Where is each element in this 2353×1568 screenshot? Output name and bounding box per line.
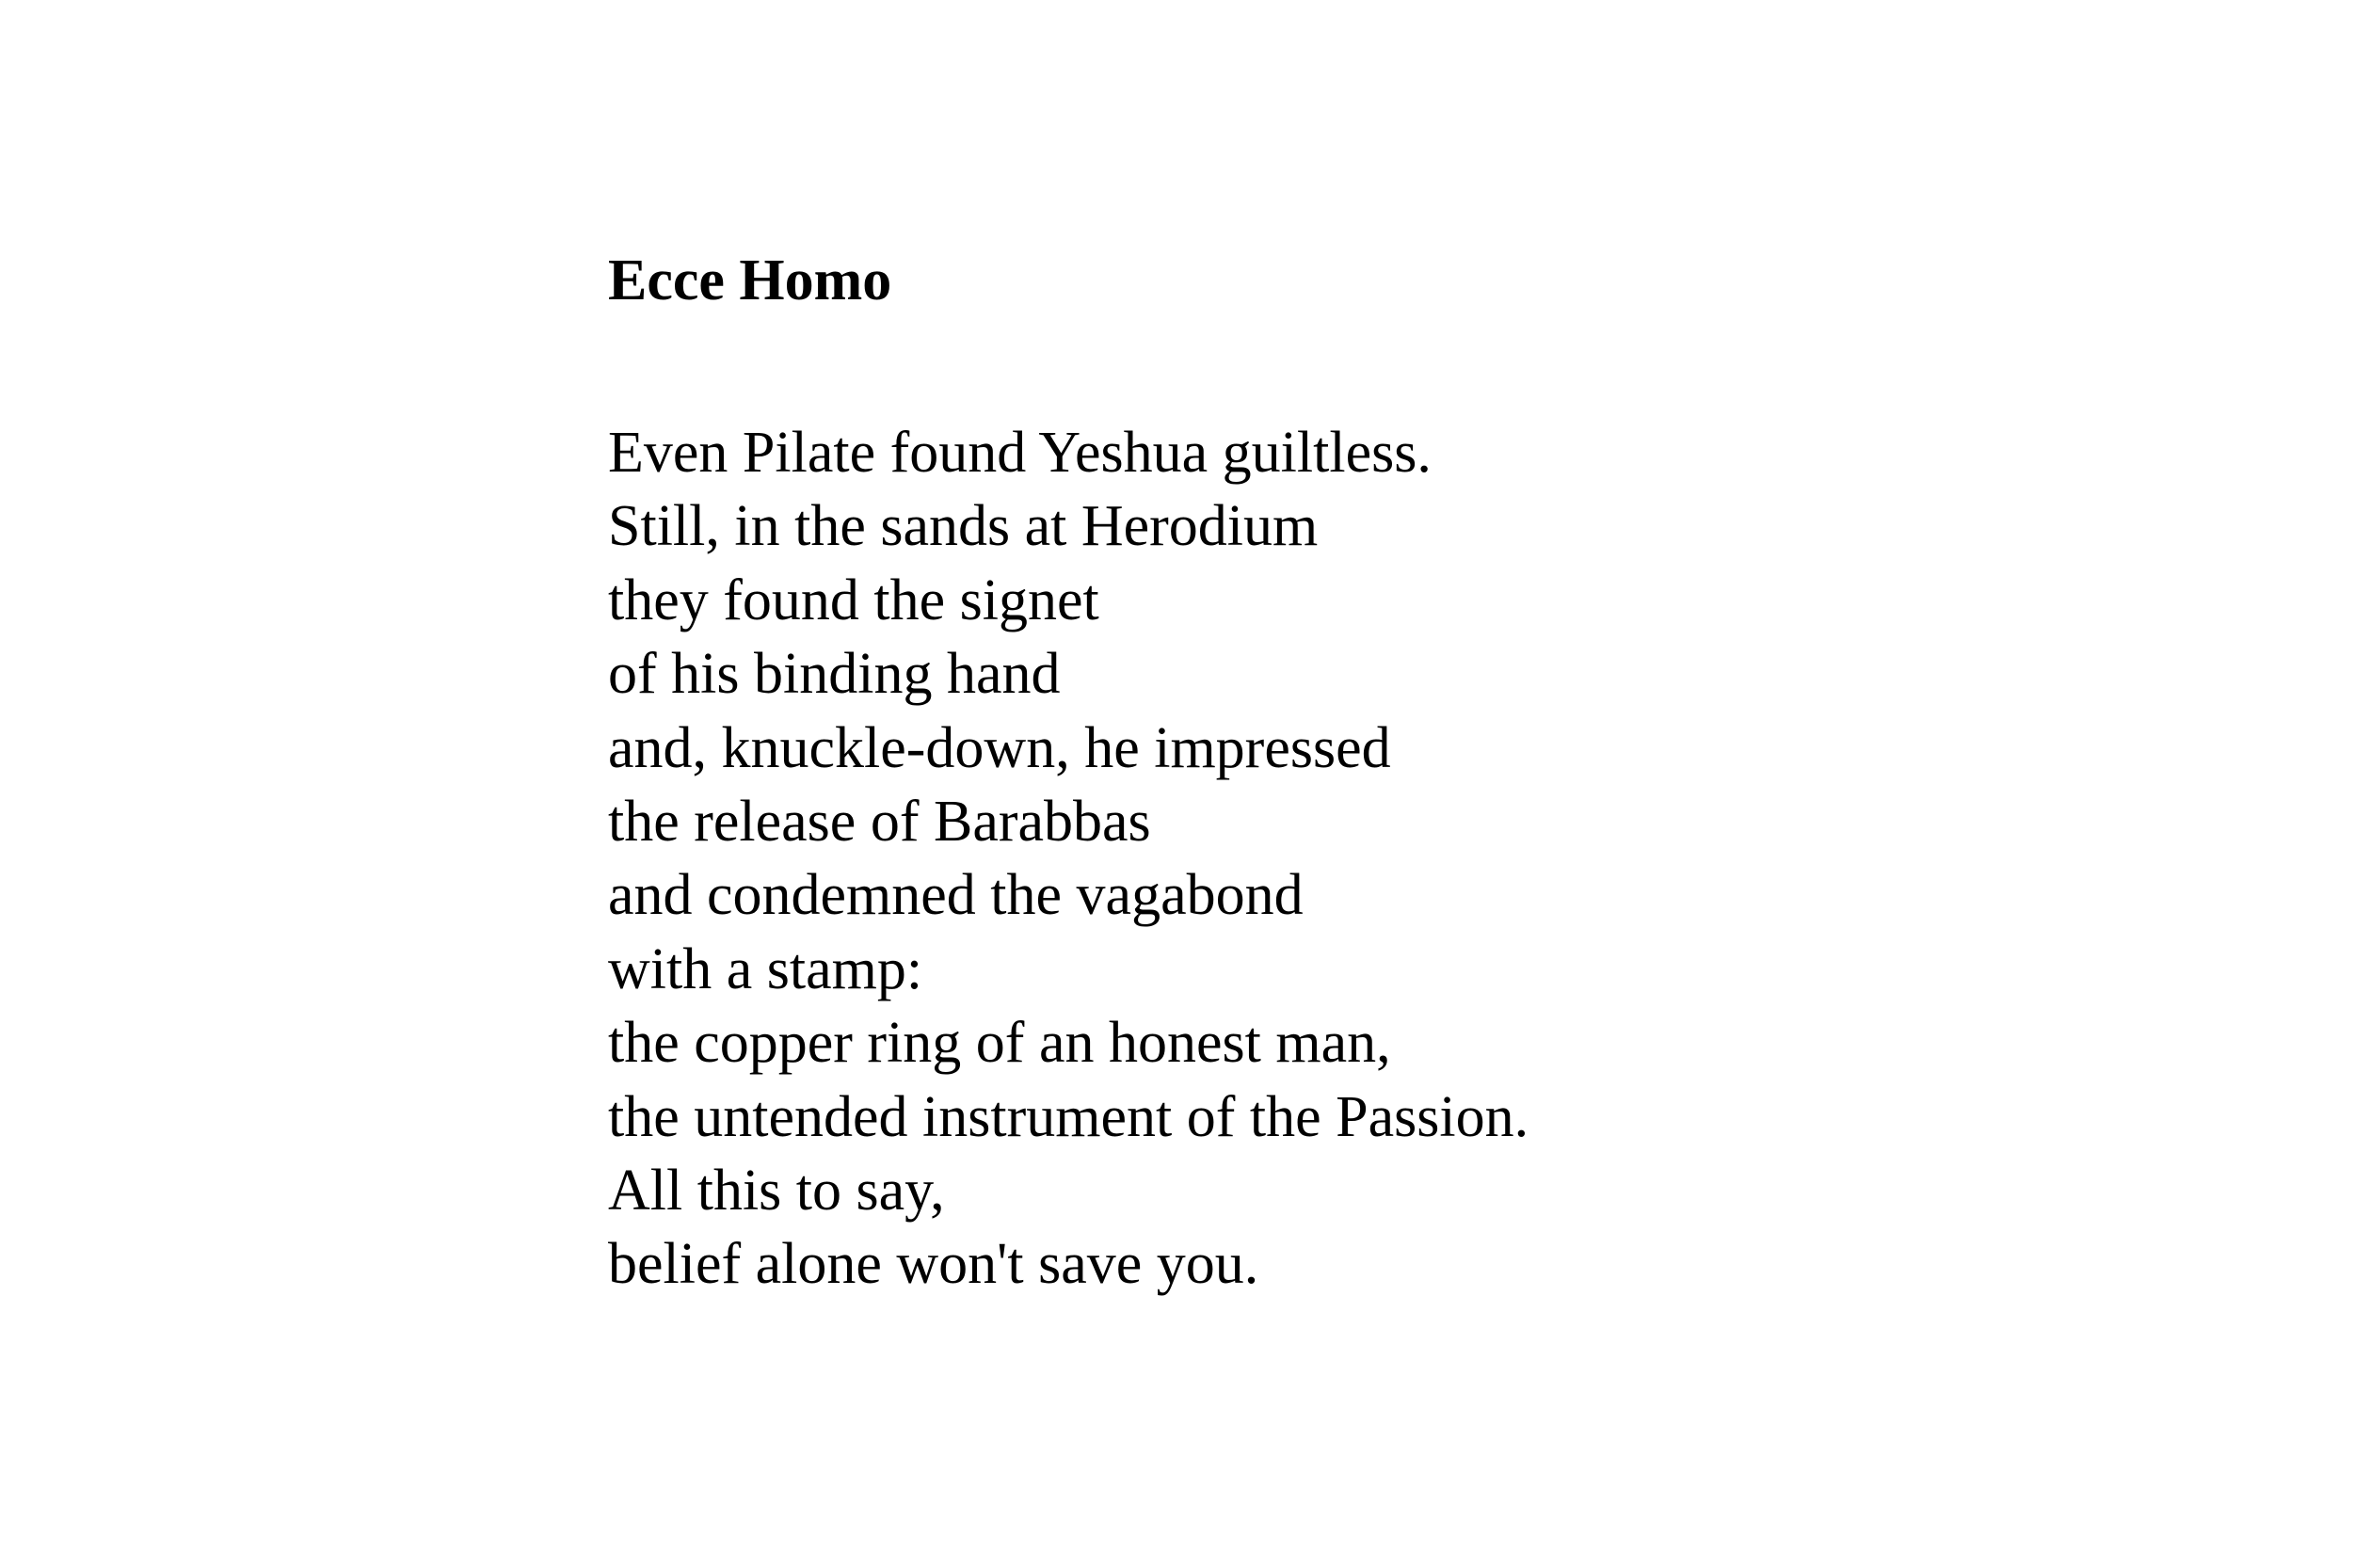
poem-line: the release of Barabbas — [608, 790, 1151, 855]
poem-line: with a stamp: — [608, 936, 923, 1001]
poem-line: Still, in the sands at Herodium — [608, 494, 1319, 559]
poem-line: they found the signet — [608, 568, 1099, 632]
poem-body — [608, 416, 1926, 1302]
poem-line: Even Pilate found Yeshua guiltless. — [608, 421, 1432, 485]
poem-line: and, knuckle-down, he impressed — [608, 715, 1391, 780]
poem-title: Ecce Homo — [608, 248, 892, 312]
poem-line: All this to say, — [608, 1159, 945, 1224]
poem-line: and condemned the vagabond — [608, 863, 1304, 928]
poem-line: of his binding hand — [608, 642, 1061, 707]
poem-line: the untended instrument of the Passion. — [608, 1084, 1529, 1149]
poem — [608, 243, 1926, 1302]
poem-line: belief alone won't save you. — [608, 1232, 1259, 1297]
poem-line: the copper ring of an honest man, — [608, 1011, 1391, 1076]
